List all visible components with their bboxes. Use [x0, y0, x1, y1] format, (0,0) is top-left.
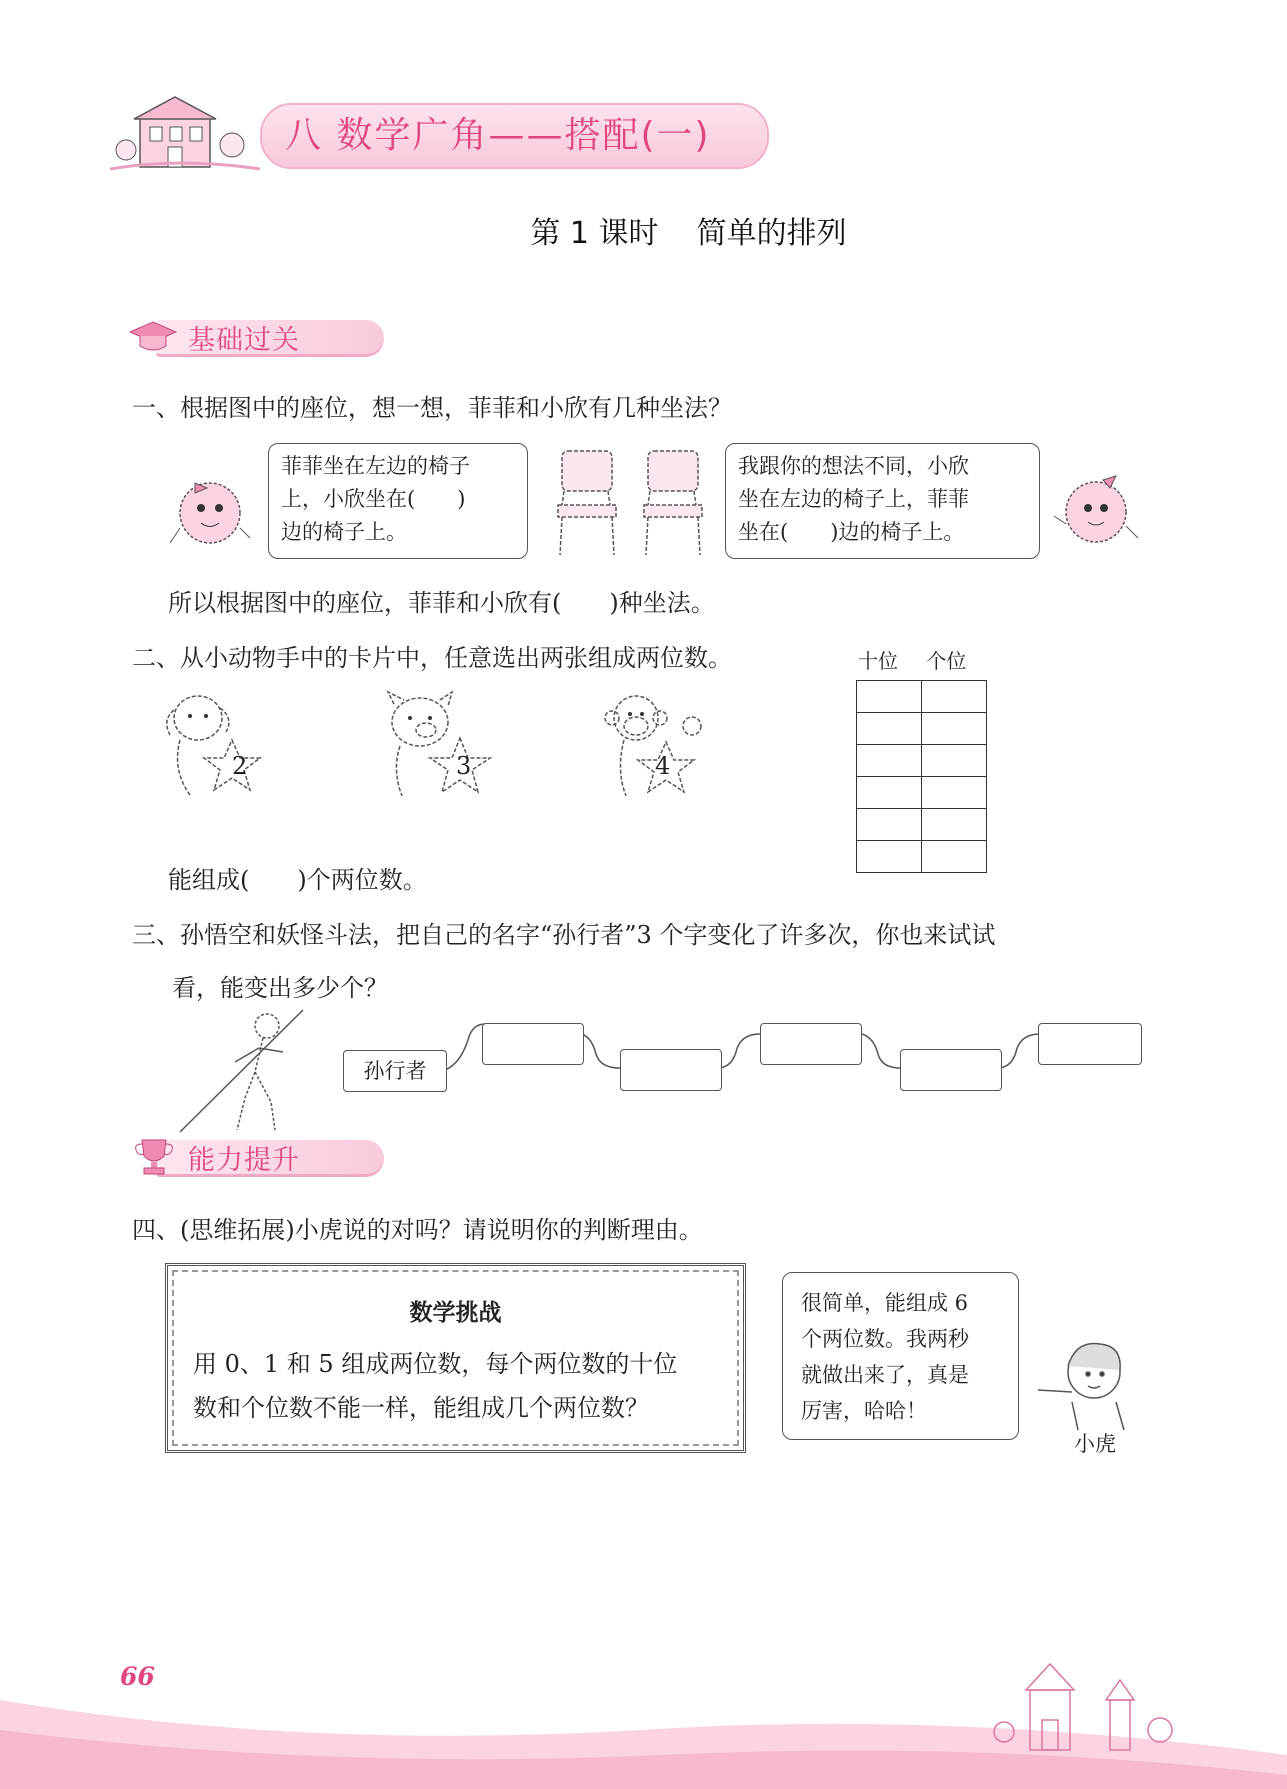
answer-box-5[interactable]	[1038, 1023, 1142, 1065]
castle-decoration-icon	[990, 1650, 1190, 1760]
tens-cell[interactable]	[857, 713, 922, 745]
tens-cell[interactable]	[857, 777, 922, 809]
xiaohu-boy-icon	[1028, 1332, 1143, 1432]
place-value-table	[856, 680, 987, 873]
chapter-title: 八 数学广角——搭配(一)	[285, 115, 711, 156]
section-title: 基础过关	[188, 325, 300, 356]
pig-card	[378, 690, 503, 805]
challenge-line: 用 0、1 和 5 组成两位数，每个两位数的十位	[193, 1350, 678, 1378]
challenge-title: 数学挑战	[409, 1300, 502, 1326]
ones-cell[interactable]	[922, 777, 987, 809]
question-2-answer: 能组成( )个两位数。	[168, 866, 427, 894]
bubble-line: 坐在左边的椅子上，菲菲	[738, 487, 969, 511]
place-value-headers	[858, 645, 966, 674]
xiaohu-speech-bubble	[782, 1272, 1019, 1440]
answer-box-1[interactable]	[482, 1023, 584, 1065]
tens-cell[interactable]	[857, 809, 922, 841]
question-1-conclusion: 所以根据图中的座位，菲菲和小欣有( )种坐法。	[168, 589, 715, 617]
bubble-line: 边的椅子上。	[281, 520, 407, 544]
start-name: 孙行者	[363, 1059, 427, 1083]
challenge-body	[193, 1342, 677, 1430]
speech-bubble-right	[725, 443, 1040, 559]
question-2-text: 二、从小动物手中的卡片中，任意选出两张组成两位数。	[132, 644, 732, 672]
tens-cell[interactable]	[857, 681, 922, 713]
start-name-box	[343, 1050, 447, 1092]
monkey-king-icon	[175, 1002, 310, 1137]
section-header-advanced	[128, 1136, 398, 1178]
section-header-basic	[128, 316, 398, 358]
two-chairs-icon	[550, 445, 725, 560]
bubble-line: 坐在( )边的椅子上。	[738, 520, 965, 544]
lesson-title: 第 1 课时 简单的排列	[530, 216, 847, 251]
ones-cell[interactable]	[922, 745, 987, 777]
card-number: 2	[232, 752, 248, 780]
answer-box-3[interactable]	[760, 1023, 862, 1065]
answer-box-4[interactable]	[900, 1049, 1002, 1091]
ones-cell[interactable]	[922, 681, 987, 713]
table-row	[857, 745, 987, 777]
answer-box-2[interactable]	[620, 1049, 722, 1091]
ones-cell[interactable]	[922, 841, 987, 873]
section-title: 能力提升	[188, 1145, 300, 1176]
tens-header: 十位	[858, 649, 898, 673]
speech-line: 很简单，能组成 6	[801, 1291, 969, 1315]
trophy-icon	[132, 1136, 176, 1178]
table-row	[857, 681, 987, 713]
dog-card	[160, 690, 280, 805]
tens-cell[interactable]	[857, 841, 922, 873]
speech-bubble-left	[268, 443, 528, 559]
bubble-line: 菲菲坐在左边的椅子	[281, 454, 470, 478]
card-number: 3	[456, 752, 472, 780]
chapter-banner	[110, 95, 775, 173]
table-row	[857, 777, 987, 809]
table-row	[857, 809, 987, 841]
ones-header: 个位	[926, 649, 967, 673]
question-1-text: 一、根据图中的座位，想一想，菲菲和小欣有几种坐法？	[132, 394, 732, 422]
name-chain-connectors	[340, 1020, 1145, 1100]
math-challenge-box	[165, 1263, 746, 1453]
tens-cell[interactable]	[857, 745, 922, 777]
monkey-icon	[600, 690, 710, 805]
card-number: 4	[655, 752, 671, 780]
challenge-line: 数和个位数不能一样，能组成几个两位数？	[193, 1394, 649, 1422]
page-number: 66	[120, 1662, 155, 1691]
speaker-name: 小虎	[1074, 1432, 1116, 1456]
question-3-line-2: 看，能变出多少个？	[172, 974, 388, 1002]
girl-character-2-icon	[1048, 462, 1143, 562]
question-3-line-1: 三、孙悟空和妖怪斗法，把自己的名字“孙行者”3 个字变化了许多次，你也来试试	[132, 921, 996, 949]
speech-line: 厉害，哈哈！	[801, 1399, 927, 1423]
table-row	[857, 713, 987, 745]
girl-character-icon	[165, 468, 255, 558]
question-4-text: 四、(思维拓展)小虎说的对吗？请说明你的判断理由。	[132, 1216, 703, 1244]
dog-icon	[160, 690, 280, 805]
table-row	[857, 841, 987, 873]
speech-line: 就做出来了，真是	[801, 1363, 969, 1387]
ones-cell[interactable]	[922, 713, 987, 745]
school-building-icon	[110, 95, 260, 173]
pig-icon	[378, 690, 503, 805]
bubble-line: 上，小欣坐在( )	[281, 487, 466, 511]
bubble-line: 我跟你的想法不同，小欣	[738, 454, 969, 478]
speech-line: 个两位数。我两秒	[801, 1327, 969, 1351]
monkey-card	[600, 690, 710, 805]
ones-cell[interactable]	[922, 809, 987, 841]
graduation-cap-icon	[128, 318, 178, 356]
